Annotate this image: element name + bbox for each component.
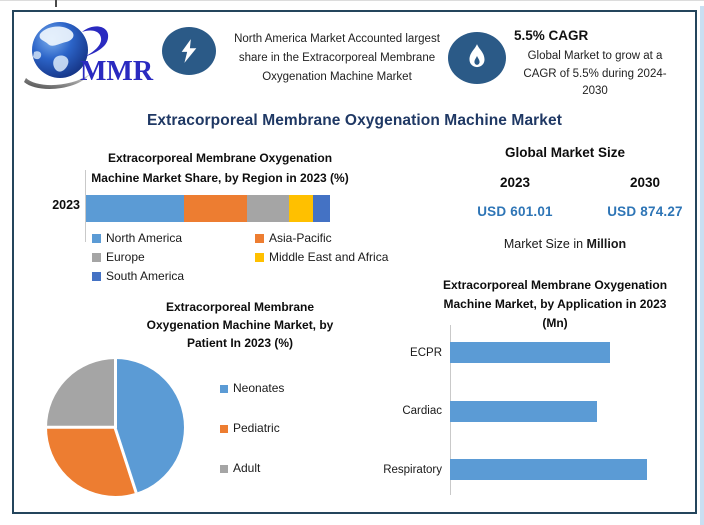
pie-slice-divider <box>114 359 117 428</box>
lightning-bolt-icon <box>162 27 216 75</box>
patient-pie-chart <box>47 359 184 496</box>
bar-segment <box>289 195 313 222</box>
chart-title-line: Machine Market Share, by Region in 2023 (%) <box>91 171 349 185</box>
legend-swatch <box>220 465 228 473</box>
market-size-note-text: Market Size in <box>503 237 587 251</box>
legend-item <box>220 461 284 475</box>
market-size-heading: Global Market Size <box>504 145 626 160</box>
legend-item <box>92 269 255 283</box>
bar-segment <box>247 195 288 222</box>
crop-tick-mark <box>55 0 57 7</box>
bar <box>450 459 647 480</box>
logo-text: MMR <box>80 56 154 87</box>
legend-item <box>255 231 388 245</box>
chart-title-line: Machine Market, by Application in 2023 <box>443 297 667 311</box>
bar-segment <box>313 195 330 222</box>
legend-item <box>220 421 284 435</box>
legend-label: Neonates <box>233 381 285 395</box>
market-size-year-2030: 2030 <box>629 175 661 190</box>
bar-segment <box>184 195 247 222</box>
application-bar-chart <box>362 342 694 492</box>
legend-label: Asia-Pacific <box>269 231 332 245</box>
market-size-value-2023: USD 601.01 <box>477 204 553 219</box>
legend-swatch <box>220 425 228 433</box>
market-size-year-2023: 2023 <box>499 175 531 190</box>
right-edge-strip <box>700 6 704 525</box>
bar-segment <box>86 195 184 222</box>
patient-pie-legend <box>220 381 284 475</box>
legend-swatch <box>92 272 101 281</box>
chart-title-line: Extracorporeal Membrane Oxygenation <box>442 278 668 292</box>
legend-label: Europe <box>106 250 145 264</box>
region-stacked-bar <box>86 195 330 222</box>
legend-label: Middle East and Africa <box>269 250 389 264</box>
region-legend <box>92 231 388 283</box>
legend-label: Pediatric <box>233 421 280 435</box>
chart-title-line: Patient In 2023 (%) <box>186 336 294 350</box>
legend-swatch <box>220 385 228 393</box>
legend-swatch <box>92 234 101 243</box>
legend-swatch <box>92 253 101 262</box>
market-size-note <box>450 237 680 251</box>
bar-row <box>362 401 694 422</box>
market-size-value-2030: USD 874.27 <box>607 204 683 219</box>
legend-swatch <box>255 234 264 243</box>
bar <box>450 401 597 422</box>
screen-edge-line <box>0 0 704 1</box>
bar-category-label: Respiratory <box>383 463 442 476</box>
patient-chart-title <box>110 298 370 352</box>
infographic-frame <box>12 10 697 514</box>
lightning-bolt-glyph <box>178 37 200 65</box>
market-size-note-bold: Million <box>586 237 627 251</box>
legend-item <box>220 381 284 395</box>
bar <box>450 342 610 363</box>
legend-label: South America <box>106 269 185 283</box>
page-title: Extracorporeal Membrane Oxygenation Machine Market <box>146 112 562 129</box>
chart-title-line: Oxygenation Machine Market, by <box>146 318 334 332</box>
chart-title-line: Extracorporeal Membrane Oxygenation <box>107 151 333 165</box>
bar-row <box>362 459 694 480</box>
cagr-heading: 5.5% CAGR <box>514 28 589 43</box>
chart-title-line: (Mn) <box>542 316 568 330</box>
bar-category-label: ECPR <box>410 346 442 359</box>
region-chart-title <box>90 148 350 188</box>
legend-item <box>92 231 255 245</box>
chart-title-line: Extracorporeal Membrane <box>165 300 315 314</box>
legend-item <box>255 250 388 264</box>
legend-label: Adult <box>233 461 261 475</box>
region-category-label: 2023 <box>52 198 80 212</box>
bar-category-label: Cardiac <box>402 405 442 417</box>
application-chart-title <box>425 276 685 333</box>
pie-slice-divider <box>47 426 116 429</box>
bar-row <box>362 342 694 363</box>
legend-label: North America <box>106 231 183 245</box>
flame-glyph <box>464 43 490 73</box>
callout-left-text: North America Market Accounted largest share in the Extracorporeal Membrane Oxygenation Machine Market <box>234 33 440 83</box>
legend-swatch <box>255 253 264 262</box>
cagr-body: Global Market to grow at a CAGR of 5.5% during 2024-2030 <box>523 50 667 97</box>
mmr-logo <box>18 16 166 102</box>
legend-item <box>92 250 255 264</box>
flame-icon <box>448 32 506 84</box>
globe-icon <box>18 16 166 102</box>
pie-slice-divider <box>114 427 138 493</box>
